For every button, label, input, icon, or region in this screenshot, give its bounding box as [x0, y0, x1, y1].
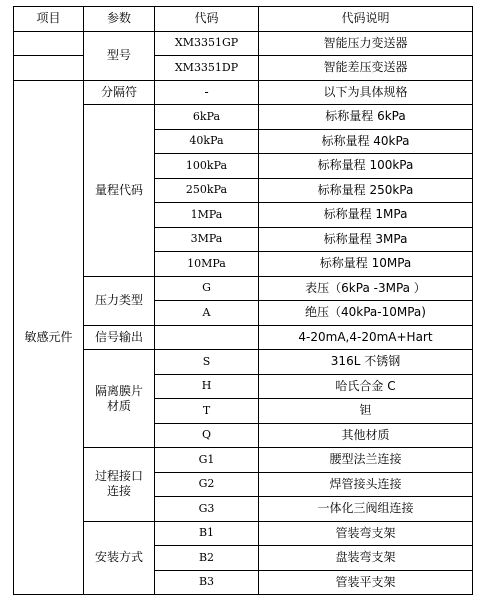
- diaphragm-code: H: [155, 374, 259, 399]
- range-desc: 标称量程 10MPa: [259, 252, 473, 277]
- range-code: 250kPa: [155, 178, 259, 203]
- diaphragm-code: S: [155, 350, 259, 375]
- spec-table: [13, 6, 473, 595]
- range-code: 6kPa: [155, 105, 259, 130]
- diaphragm-code: T: [155, 399, 259, 424]
- range-desc: 标称量程 3MPa: [259, 227, 473, 252]
- range-code: 100kPa: [155, 154, 259, 179]
- diaphragm-desc: 哈氏合金 C: [259, 374, 473, 399]
- range-desc: 标称量程 250kPa: [259, 178, 473, 203]
- header-row: [14, 7, 473, 32]
- process-code: G3: [155, 497, 259, 522]
- mounting-desc: 管装弯支架: [259, 521, 473, 546]
- model-group-cell-2: [14, 56, 84, 81]
- header-code: 代码: [155, 7, 259, 32]
- process-desc: 一体化三阀组连接: [259, 497, 473, 522]
- header-desc: 代码说明: [259, 7, 473, 32]
- model-code-2: XM3351DP: [155, 56, 259, 81]
- range-desc: 标称量程 1MPa: [259, 203, 473, 228]
- table-row: [14, 56, 473, 81]
- header-param: 参数: [84, 7, 155, 32]
- signal-param: 信号输出: [84, 325, 155, 350]
- diaphragm-desc: 钽: [259, 399, 473, 424]
- separator-desc: 以下为具体规格: [259, 80, 473, 105]
- range-desc: 标称量程 100kPa: [259, 154, 473, 179]
- signal-code: [155, 325, 259, 350]
- pressure-type-desc: 表压（6kPa -3MPa ）: [259, 276, 473, 301]
- pressure-type-desc: 绝压（40kPa-10MPa): [259, 301, 473, 326]
- table-row: [14, 31, 473, 56]
- mounting-desc: 管装平支架: [259, 570, 473, 595]
- diaphragm-desc: 其他材质: [259, 423, 473, 448]
- range-desc: 标称量程 6kPa: [259, 105, 473, 130]
- pressure-type-code: A: [155, 301, 259, 326]
- process-desc: 焊管接头连接: [259, 472, 473, 497]
- model-param: 型号: [84, 31, 155, 80]
- range-code: 10MPa: [155, 252, 259, 277]
- mounting-desc: 盘装弯支架: [259, 546, 473, 571]
- separator-code: -: [155, 80, 259, 105]
- signal-desc: 4-20mA,4-20mA+Hart: [259, 325, 473, 350]
- range-code: 3MPa: [155, 227, 259, 252]
- mounting-code: B2: [155, 546, 259, 571]
- range-param: 量程代码: [84, 105, 155, 277]
- model-desc-2: 智能差压变送器: [259, 56, 473, 81]
- process-code: G2: [155, 472, 259, 497]
- range-code: 40kPa: [155, 129, 259, 154]
- range-desc: 标称量程 40kPa: [259, 129, 473, 154]
- mounting-code: B3: [155, 570, 259, 595]
- range-code: 1MPa: [155, 203, 259, 228]
- diaphragm-desc: 316L 不锈钢: [259, 350, 473, 375]
- table-row: [14, 80, 473, 105]
- header-item: 项目: [14, 7, 84, 32]
- process-code: G1: [155, 448, 259, 473]
- model-code-1: XM3351GP: [155, 31, 259, 56]
- separator-param: 分隔符: [84, 80, 155, 105]
- model-group-cell: [14, 31, 84, 56]
- mounting-param: 安装方式: [84, 521, 155, 595]
- pressure-type-param: 压力类型: [84, 276, 155, 325]
- process-desc: 腰型法兰连接: [259, 448, 473, 473]
- diaphragm-code: Q: [155, 423, 259, 448]
- model-desc-1: 智能压力变送器: [259, 31, 473, 56]
- sensor-group: 敏感元件: [14, 80, 84, 595]
- pressure-type-code: G: [155, 276, 259, 301]
- diaphragm-param: 隔离膜片材质: [84, 350, 155, 448]
- mounting-code: B1: [155, 521, 259, 546]
- process-param: 过程接口连接: [84, 448, 155, 522]
